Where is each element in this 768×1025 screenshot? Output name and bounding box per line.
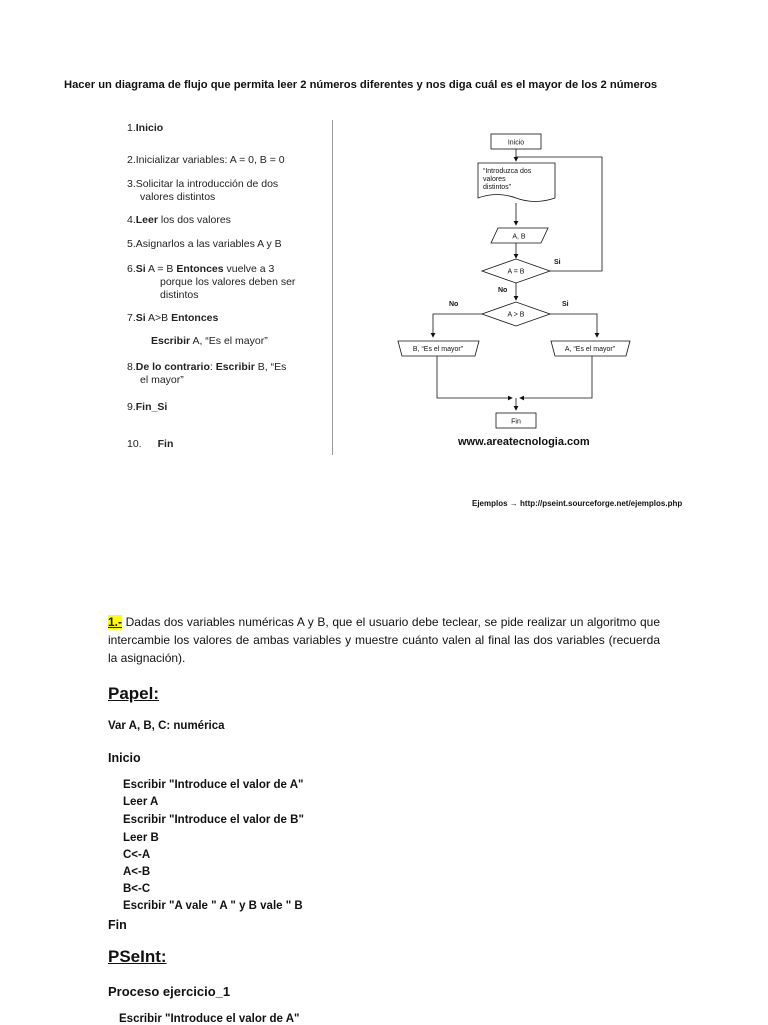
fc-start-label: Inicio: [507, 139, 525, 147]
exercise-1-statement: 1.- Dadas dos variables numéricas A y B, que el usuario debe teclear, se pide realizar un algoritmo que intercambie los valores de ambas variables y muestre cuánto valen al final las dos variables (recuerda la asignación).: [108, 615, 660, 665]
code-line: Escribir "A vale " A " y B vale " B: [123, 900, 303, 912]
fc-cond2-yes: Si: [562, 301, 569, 308]
ejemplos-link[interactable]: Ejemplos → http://pseint.sourceforge.net/ejemplos.php: [472, 499, 683, 508]
step-1: 1.Inicio: [127, 122, 164, 134]
fc-input-line-2: valores: [483, 176, 506, 183]
step-6: 6.Si A = B Entonces vuelve a 3: [127, 263, 275, 275]
fc-output-b-label: B, “Es el mayor”: [412, 346, 464, 353]
step-7: 7.Si A>B Entonces: [127, 312, 219, 324]
step-4: 4.Leer los dos valores: [127, 214, 231, 226]
fc-merge-right: [520, 356, 592, 398]
papel-fin: Fin: [108, 918, 127, 932]
step-9: 9.Fin_Si: [127, 401, 168, 413]
fc-read-label: A, B: [512, 233, 526, 241]
papel-heading: Papel:: [108, 684, 160, 703]
step-5: 5.Asignarlos a las variables A y B: [127, 238, 282, 250]
fc-end-label: Fin: [511, 418, 521, 426]
proceso-line: Proceso ejercicio_1: [108, 984, 231, 999]
code-line: B<-C: [123, 883, 151, 895]
page-title: Hacer un diagrama de flujo que permita leer 2 números diferentes y nos diga cuál es el mayor de los 2 números: [64, 79, 658, 91]
code-line: Leer A: [123, 796, 159, 808]
step-3-cont: valores distintos: [140, 191, 216, 203]
pseint-heading: PSeInt:: [108, 947, 167, 966]
papel-inicio: Inicio: [108, 751, 141, 765]
step-2: 2.Inicializar variables: A = 0, B = 0: [127, 154, 285, 166]
fc-branch-no: [433, 314, 482, 337]
step-7-write: Escribir A, “Es el mayor”: [151, 335, 268, 347]
flowchart: [385, 125, 655, 435]
code-line: Escribir "Introduce el valor de B": [123, 814, 304, 826]
pseint-first-line: Escribir "Introduce el valor de A": [119, 1013, 300, 1025]
fc-output-a-label: A, “Es el mayor”: [564, 346, 616, 353]
fc-cond1-yes: Si: [554, 259, 561, 266]
step-3: 3.Solicitar la introducción de dos: [127, 178, 279, 190]
column-divider: [332, 120, 333, 455]
site-url: www.areatecnologia.com: [458, 436, 590, 448]
fc-cond1-label: A = B: [507, 268, 525, 276]
fc-merge-left: [437, 356, 512, 398]
step-10: 10. Fin: [127, 438, 174, 450]
step-6-cont: porque los valores deben ser: [160, 276, 296, 288]
fc-branch-yes: [550, 314, 597, 337]
fc-cond2-label: A > B: [507, 311, 525, 319]
code-line: C<-A: [123, 849, 151, 861]
code-line: A<-B: [123, 866, 151, 878]
exercise-number: 1.-: [108, 615, 123, 629]
fc-cond2-no: No: [449, 301, 459, 308]
step-8: 8.De lo contrario: Escribir B, “Es: [127, 361, 287, 373]
fc-input-line-3: distintos”: [483, 184, 512, 191]
code-line: Escribir "Introduce el valor de A": [123, 779, 304, 791]
step-6-cont2: distintos: [160, 289, 199, 301]
step-8-cont: el mayor”: [140, 374, 184, 386]
code-line: Leer B: [123, 832, 159, 844]
var-declaration: Var A, B, C: numérica: [108, 720, 225, 732]
fc-cond1-no: No: [498, 287, 508, 294]
fc-input-line-1: “Introduzca dos: [483, 168, 532, 175]
